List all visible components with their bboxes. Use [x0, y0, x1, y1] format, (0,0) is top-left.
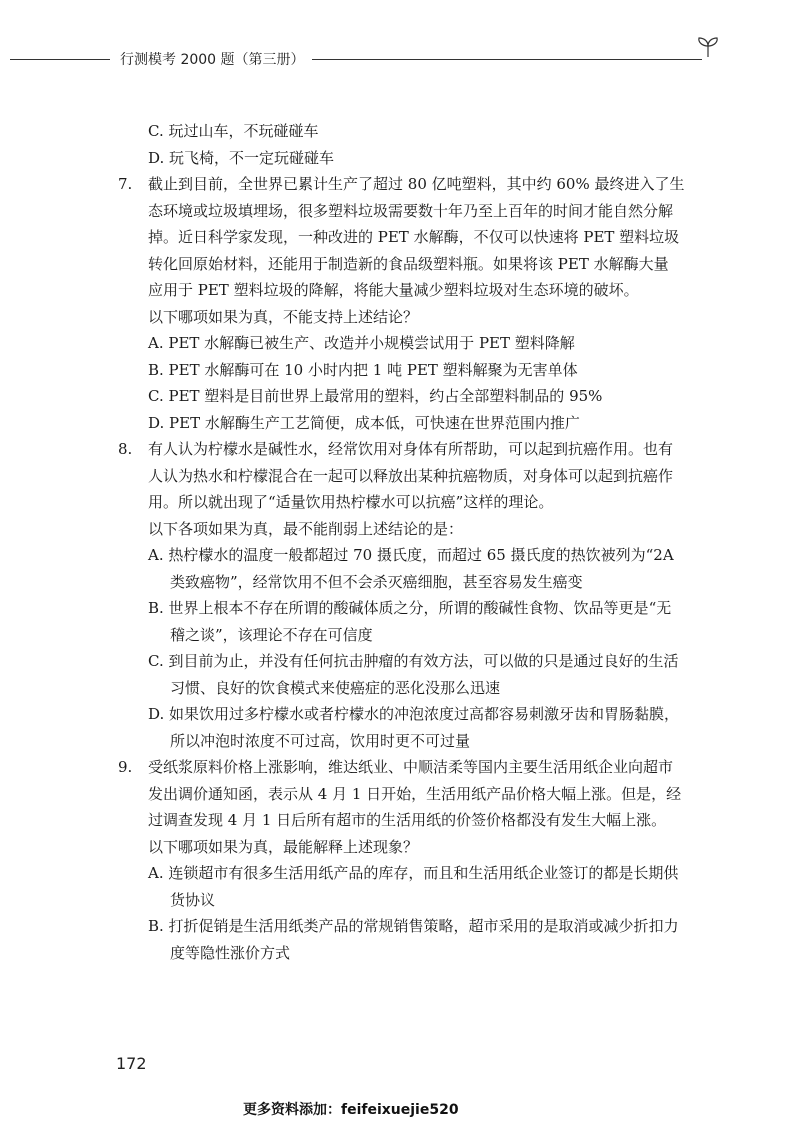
option-d-continued: 所以冲泡时浓度不可过高，饮用时更不可过量 — [170, 731, 471, 750]
option-a: A. PET 水解酶已被生产、改造并小规模尝试用于 PET 塑料降解 — [148, 334, 575, 352]
running-header — [10, 44, 715, 74]
option-c: C. PET 塑料是目前世界上最常用的塑料，约占全部塑料制品的 95% — [148, 387, 603, 405]
question-stem-line: 9. 受纸浆原料价格上涨影响，维达纸业、中顺洁柔等国内主要生活用纸企业向超市 — [110, 754, 715, 781]
question-stem-line: 应用于 PET 塑料垃圾的降解，将能大量减少塑料垃圾对生态环境的破坏。 — [148, 281, 639, 299]
option-b-continued: 度等隐性涨价方式 — [170, 943, 291, 962]
option-b-continued: 稽之谈”，该理论不存在可信度 — [170, 625, 373, 644]
option-c-continued: 习惯、良好的饮食模式来使癌症的恶化没那么迅速 — [170, 678, 501, 697]
option-a: A. 连锁超市有很多生活用纸产品的库存，而且和生活用纸企业签订的都是长期供 — [148, 864, 679, 882]
option-b: B. 打折促销是生活用纸类产品的常规销售策略，超市采用的是取消或减少折扣力 — [148, 917, 679, 935]
footer-note: 更多资料添加：feifeixuejie520 — [243, 1102, 459, 1118]
question-stem-line: 用。所以就出现了“适量饮用热柠檬水可以抗癌”这样的理论。 — [148, 493, 554, 511]
question-stem-line: 转化回原始材料，还能用于制造新的食品级塑料瓶。如果将该 PET 水解酶大量 — [148, 254, 669, 273]
question-prompt: 以下各项如果为真，最不能削弱上述结论的是： — [148, 519, 464, 538]
question-number: 9. — [118, 758, 133, 776]
header-rule-left — [10, 59, 110, 60]
question-stem-line: 掉。近日科学家发现，一种改进的 PET 水解酶，不仅可以快速将 PET 塑料垃圾 — [148, 228, 680, 246]
question-stem-line: 发出调价通知函，表示从 4 月 1 日开始，生活用纸产品价格大幅上涨。但是，经 — [148, 784, 682, 803]
question-stem-line: 过调查发现 4 月 1 日后所有超市的生活用纸的价签价格都没有发生大幅上涨。 — [148, 811, 667, 829]
question-stem-line: 人认为热水和柠檬混合在一起可以释放出某种抗癌物质，对身体可以起到抗癌作 — [148, 466, 674, 485]
question-number: 7. — [118, 175, 133, 193]
page-content — [110, 118, 715, 966]
option-a-continued: 货协议 — [170, 890, 216, 909]
option-b: B. 世界上根本不存在所谓的酸碱体质之分，所谓的酸碱性食物、饮品等更是“无 — [148, 599, 672, 617]
option-c: C. 到目前为止，并没有任何抗击肿瘤的有效方法，可以做的只是通过良好的生活 — [148, 652, 679, 670]
option-d: D. 如果饮用过多柠檬水或者柠檬水的冲泡浓度过高都容易刺激牙齿和胃肠黏膜， — [148, 705, 680, 723]
question-prompt: 以下哪项如果为真，最能解释上述现象？ — [148, 837, 419, 856]
question-stem-line: 7. 截止到目前，全世界已累计生产了超过 80 亿吨塑料，其中约 60% 最终进入了生 — [110, 171, 715, 198]
question-stem-line: 8. 有人认为柠檬水是碱性水，经常饮用对身体有所帮助，可以起到抗癌作用。也有 — [110, 436, 715, 463]
question-prompt: 以下哪项如果为真，不能支持上述结论？ — [148, 307, 419, 326]
page-number: 172 — [116, 1054, 147, 1073]
header-title: 行测模考 2000 题（第三册） — [120, 52, 305, 68]
option-line: C. 玩过山车，不玩碰碰车 — [148, 122, 319, 140]
option-b: B. PET 水解酶可在 10 小时内把 1 吨 PET 塑料解聚为无害单体 — [148, 360, 578, 379]
option-a: A. 热柠檬水的温度一般都超过 70 摄氏度，而超过 65 摄氏度的热饮被列为“2A — [148, 546, 674, 564]
header-rule-right — [312, 59, 702, 60]
option-line: D. 玩飞椅，不一定玩碰碰车 — [148, 148, 335, 167]
option-a-continued: 类致癌物”，经常饮用不但不会杀灭癌细胞，甚至容易发生癌变 — [170, 572, 583, 591]
sprout-icon — [696, 36, 720, 58]
question-8 — [110, 436, 715, 754]
question-stem-line: 态环境或垃圾填埋场，很多塑料垃圾需要数十年乃至上百年的时间才能自然分解 — [148, 201, 674, 220]
option-d: D. PET 水解酶生产工艺简便，成本低，可快速在世界范围内推广 — [148, 413, 580, 432]
question-7 — [110, 171, 715, 436]
question-9 — [110, 754, 715, 966]
question-number: 8. — [118, 440, 133, 458]
